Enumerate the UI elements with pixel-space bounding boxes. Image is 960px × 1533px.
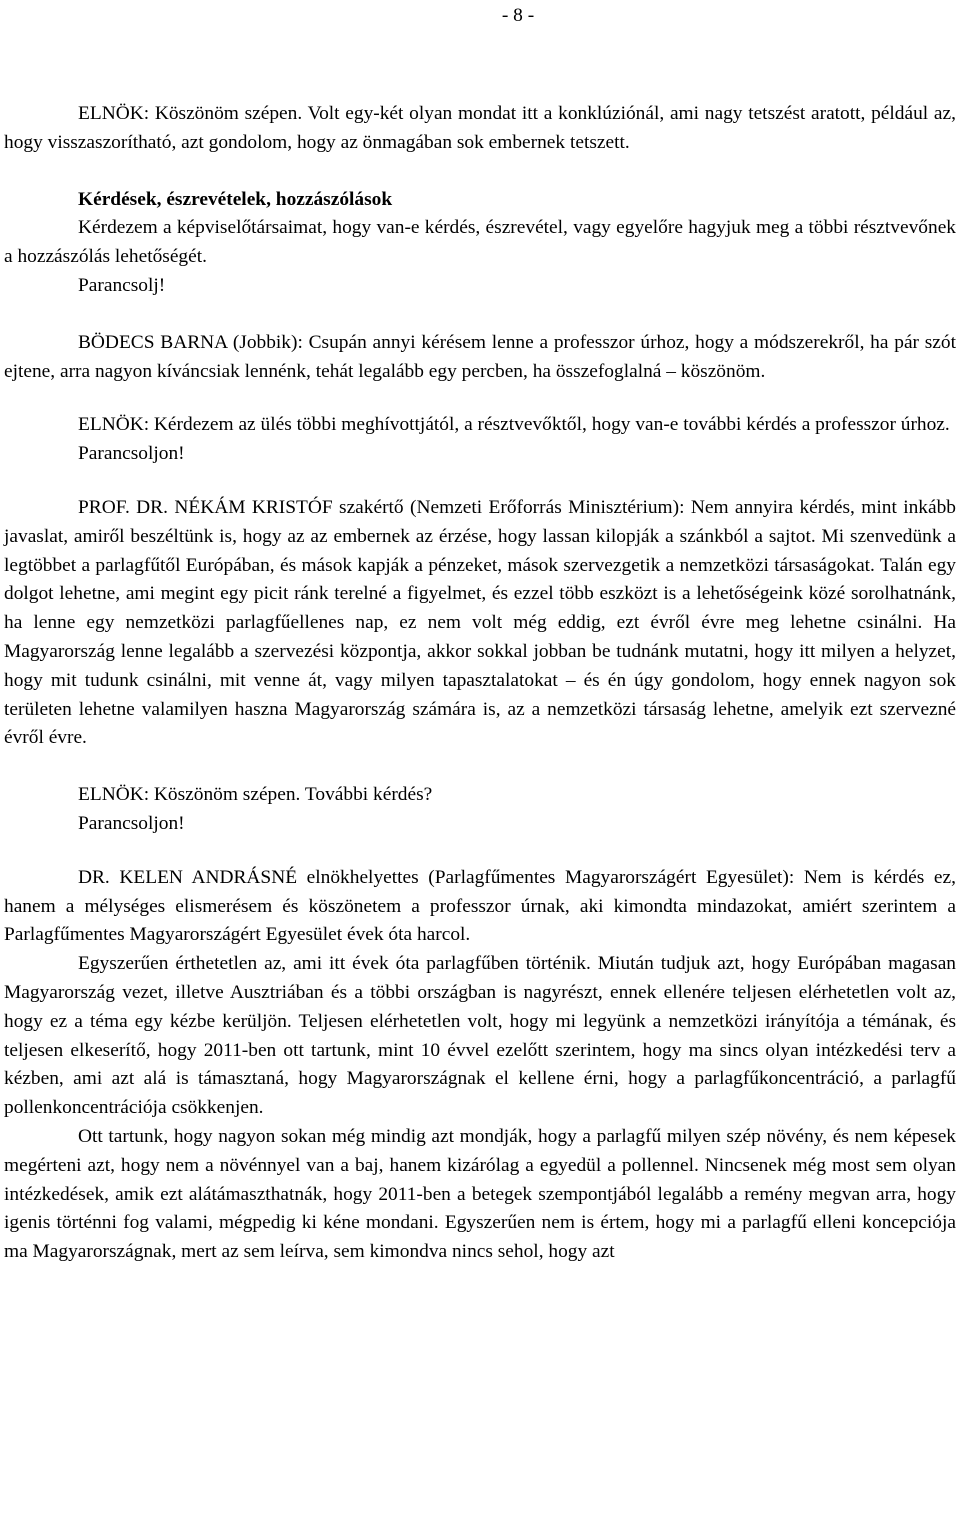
paragraph-elnok-intro: ELNÖK: Köszönöm szépen. Volt egy-két olyan mondat itt a konklúziónál, ami nagy tetszést aratott, például az, hogy visszaszorítható, azt gondolom, hogy az önmagában sok embernek tetszett.: [4, 103, 956, 153]
document-body: [4, 100, 956, 1267]
paragraph-invitation-3: Parancsoljon!: [78, 812, 185, 834]
section-heading: Kérdések, észrevételek, hozzászólások: [78, 188, 393, 210]
paragraph-kelen-3: Ott tartunk, hogy nagyon sokan még mindig azt mondják, hogy a parlagfű milyen szép növény, és nem képesek megérteni azt, hogy nem a növénnyel van a baj, hanem kizárólag a egyedül a pollennel. Nincsenek még most sem olyan intézkedések, amik ezt alátámaszthatnák, hogy 2011-ben a betegek szempontjából legalább a remény megvan arra, hogy igenis történni fog valami, mégpedig ki kéne mondani. Egyszerűen nem is értem, hogy mi a parlagfű elleni koncepciója ma Magyarországnak, mert az sem leírva, sem kimondva nincs sehol, hogy azt: [4, 1125, 956, 1263]
paragraph-elnok-thanks: ELNÖK: Köszönöm szépen. További kérdés?: [78, 784, 433, 806]
paragraph-elnok-question: ELNÖK: Kérdezem az ülés többi meghívottjától, a résztvevőktől, hogy van-e további kérdés a professzor úrhoz.: [78, 414, 950, 436]
paragraph-invitation-2: Parancsoljon!: [78, 443, 185, 465]
paragraph-kelen-2: Egyszerűen érthetetlen az, ami itt évek óta parlagfűben történik. Miután tudjuk azt, hogy Európában magasan Magyarország vezet, illetve Ausztriában és a többi országban is nagyrészt, ennek ellenére teljesen elérhetetlen volt az, hogy ez a téma egy kézbe kerüljön. Teljesen elérhetetlen volt, hogy mi legyünk a nemzetközi irányítója a témának, és teljesen elkeserítő, hogy 2011-ben ott tartunk, mint 10 évvel ezelőtt szerintem, hogy ma sincs olyan intézkedési terv a kézben, ami azt alá is támasztaná, hogy Magyarországnak el kellene érni, hogy a parlagfűkoncentráció, a parlagfű pollenkoncentrációja csökkenjen.: [4, 953, 956, 1119]
paragraph-question-prompt: Kérdezem a képviselőtársaimat, hogy van-e kérdés, észrevétel, vagy egyelőre hagyjuk meg a többi résztvevőnek a hozzászólás lehetőségét.: [4, 217, 956, 268]
paragraph-kelen: DR. KELEN ANDRÁSNÉ elnökhelyettes (Parlagfűmentes Magyarországért Egyesület): Nem is kérdés ez, hanem a mélységes elismerésem és köszönetem a professzor úrnak, aki kimondta mindazokat, amiért szerintem a Parlagfűmentes Magyarországért Egyesület évek óta harcol.: [4, 866, 956, 946]
page-number: - 8 -: [501, 5, 535, 26]
paragraph-bodecs: BÖDECS BARNA (Jobbik): Csupán annyi kérésem lenne a professzor úrhoz, hogy a módszerekről, ha pár szót ejtene, arra nagyon kíváncsiak lennénk, tehát legalább egy percben, ha összefoglalná – köszönöm.: [4, 331, 956, 382]
paragraph-invitation: Parancsolj!: [78, 274, 166, 296]
paragraph-nekam: PROF. DR. NÉKÁM KRISTÓF szakértő (Nemzeti Erőforrás Minisztérium): Nem annyira kérdés, mint inkább javaslat, amiről beszéltünk is, hogy az az embernek az érzése, hogy lassan kilopják a szánkból a sajtot. Mi szenvedünk a legtöbbet a parlagfűtől Európában, és mások kapják a pénzeket, mások szervezgetik a nemzetközi társaságokat. Talán egy dolgot lehetne, ami megint egy picit ránk terelné a figyelmet, és ezzel több eszközt is a lehetőségeink közé sorolhatnánk, ha lenne egy nemzetközi parlagfűellenes nap, ez nem volt még eddig, ezt évről évre meg lehetne csinálni. Ha Magyarország lenne legalább a szervezési központja, akkor sokkal jobban be tudnánk mutatni, hogy itt milyen a helyzet, hogy mit tudunk csinálni, mit venne át, vagy milyen tapasztalatokat – és én úgy gondolom, hogy ennek nagyon sok területen lehetne valamilyen haszna Magyarország számára is, az a nemzetközi társaság lehetne, amelyik ezt szervezné évről évre.: [4, 496, 956, 749]
